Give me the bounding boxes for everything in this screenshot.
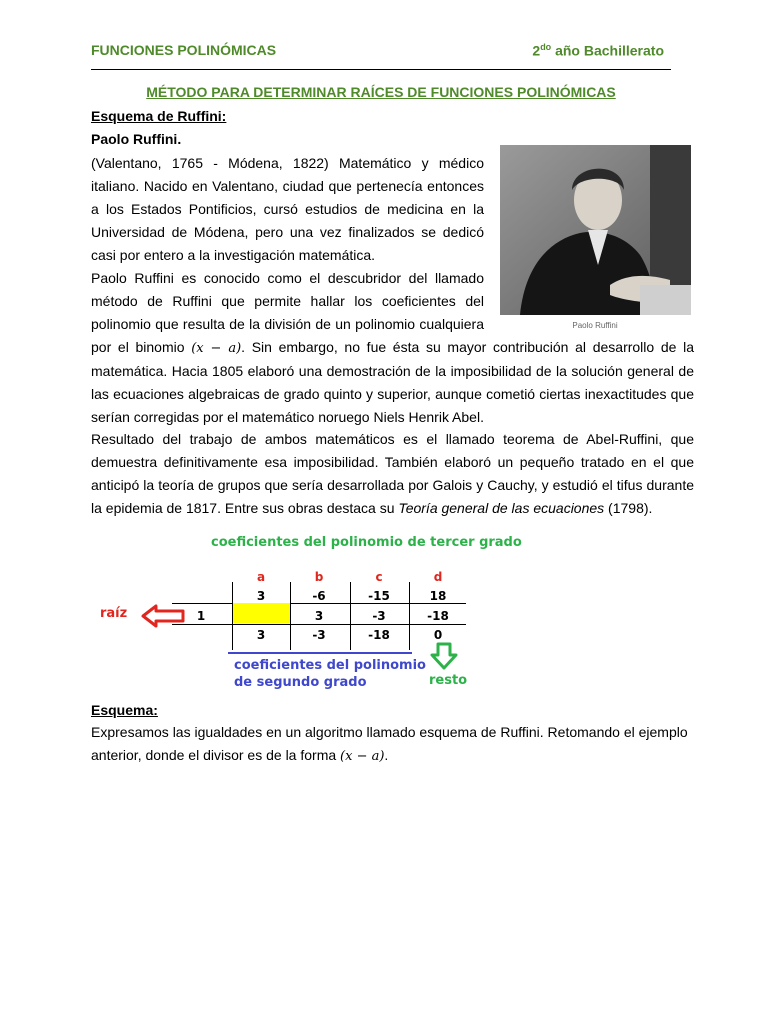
highlight-cell — [232, 603, 291, 623]
raiz-label: raíz — [100, 606, 128, 621]
section-heading-esquema: Esquema: — [91, 702, 158, 718]
row2-cell: -18 — [427, 609, 449, 623]
row1-cell: 3 — [256, 589, 266, 603]
letter-d: d — [433, 570, 443, 584]
result-cell: -18 — [368, 628, 390, 642]
page-title: MÉTODO PARA DETERMINAR RAÍCES DE FUNCIONES POLINÓMICAS — [146, 84, 616, 100]
grid-line — [172, 603, 466, 604]
grid-line — [172, 624, 466, 625]
top-coefficients-label: coeficientes del polinomio de tercer grado — [211, 535, 522, 550]
second-degree-underline — [228, 652, 412, 654]
portrait-image — [500, 145, 691, 315]
letter-a: a — [256, 570, 266, 584]
portrait-illustration — [500, 145, 691, 315]
letter-b: b — [314, 570, 324, 584]
arrow-left-icon — [140, 603, 186, 629]
row2-cell: -3 — [372, 609, 386, 623]
header-rule — [91, 69, 671, 70]
abel-ruffini-paragraph: Resultado del trabajo de ambos matemáticos es el llamado teorema de Abel-Ruffini, que demuestra definitivamente esa imposibilidad. También elaboró un pequeño tratado en el que anticipó la teoría de grupos que sería desarrollada por Galois y Cauchy, y estudió el tifus durante la epidemia de 1817. Entre sus obras destaca su Teoría general de las ecuaciones (1798). — [91, 431, 694, 516]
esquema-paragraph: Expresamos las igualdades en un algoritmo llamado esquema de Ruffini. Retomando el ejemplo anterior, donde el divisor es de la forma (x − a). — [91, 724, 688, 764]
subtitle-paolo-ruffini: Paolo Ruffini. — [91, 131, 182, 147]
contribution-paragraph: por el binomio (x − a). Sin embargo, no fue ésta su mayor contribución al desarrollo de la matemática. Hacia 1805 elaboró una demostración de la imposibilidad de la solución general de las ecuaciones algebraicas de grado quinto y superior, aunque cometió ciertas inexactitudes que serían corregidas por el matemático noruego Niels Henrik Abel. — [91, 339, 695, 425]
row1-cell: -6 — [312, 589, 326, 603]
portrait-caption: Paolo Ruffini — [572, 321, 618, 330]
root-value: 1 — [196, 609, 206, 623]
row1-cell: -15 — [368, 589, 390, 603]
letter-c: c — [375, 570, 383, 584]
binomial-expression: (x − a) — [191, 341, 242, 356]
row2-cell: 3 — [314, 609, 324, 623]
result-cell: 0 — [433, 628, 443, 642]
second-degree-label: coeficientes del polinomio de segundo grado — [234, 658, 426, 690]
bio-paragraph: (Valentano, 1765 - Módena, 1822) Matemático y médico italiano. Nacido en Valentano, ciudad que pertenecía entonces a los Estados Pontificios, cursó estudios de medicina en la Universidad de Módena, pero una vez finalizados se dedicó casi por entero a la investigación matemática. Paolo Ruffini es conocido como el descubridor del llamado método de Ruffini que permite hallar los coeficientes del polinomio que resulta de la división de un polinomio cualquiera — [91, 155, 484, 332]
row1-cell: 18 — [429, 589, 447, 603]
header-course: $2^{do}$ año Bachillerato — [532, 42, 664, 59]
header-subject: FUNCIONES POLINÓMICAS — [91, 42, 277, 58]
resto-label: resto — [429, 673, 468, 688]
divisor-expression: (x − a) — [340, 749, 385, 764]
ruffini-diagram — [0, 530, 768, 695]
section-heading-ruffini: Esquema de Ruffini: — [91, 108, 227, 124]
result-cell: 3 — [256, 628, 266, 642]
arrow-down-icon — [429, 641, 459, 671]
result-cell: -3 — [312, 628, 326, 642]
